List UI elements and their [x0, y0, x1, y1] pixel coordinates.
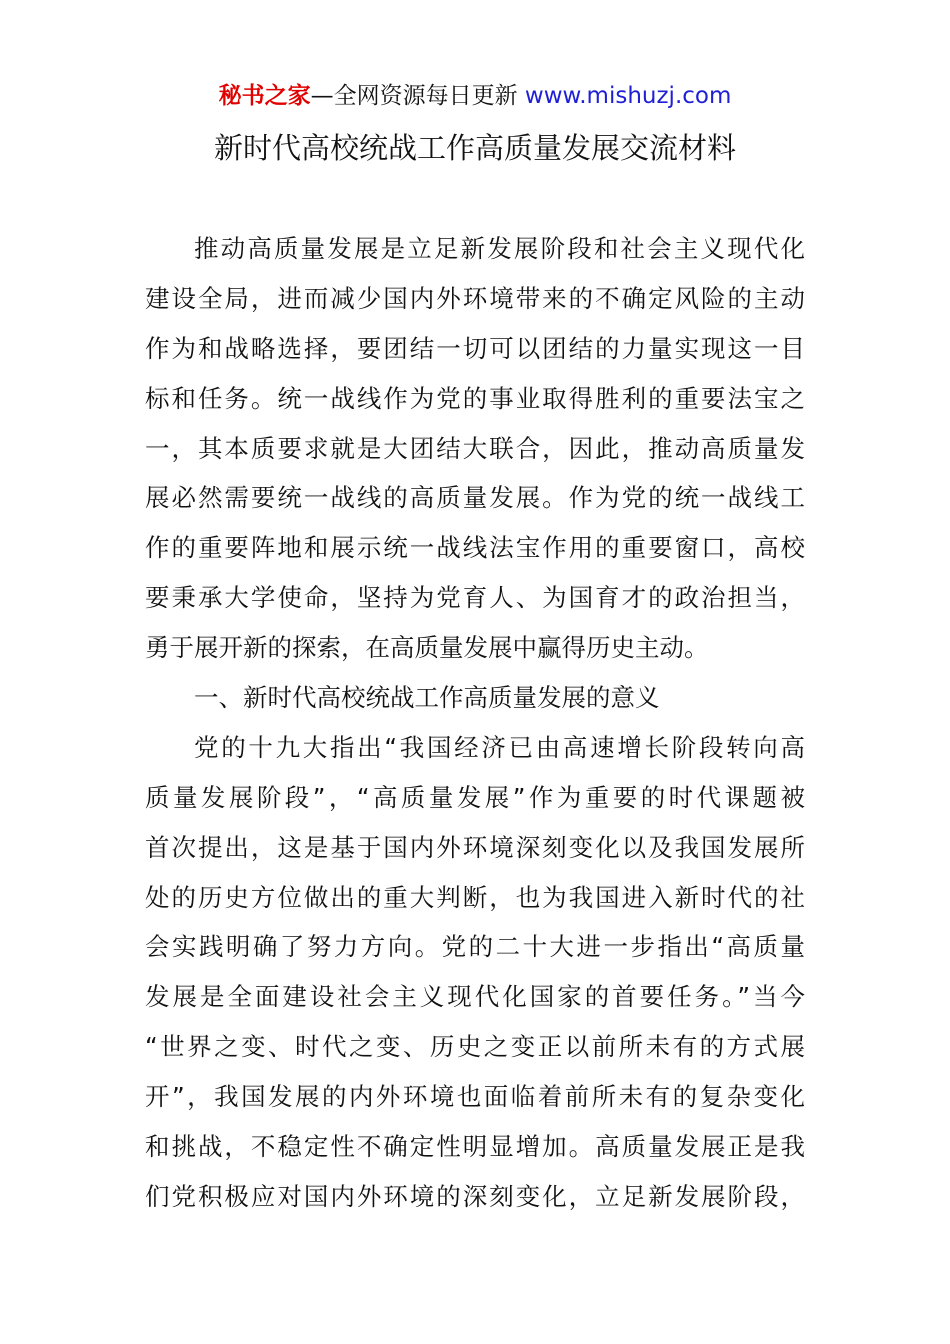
paragraph-line: 会实践明确了努力方向。党的二十大进一步指出“高质量 — [145, 932, 805, 962]
paragraph-line: 推动高质量发展是立足新发展阶段和社会主义现代化 — [194, 234, 805, 263]
paragraph-line: “世界之变、时代之变、历史之变正以前所未有的方式展 — [145, 1032, 805, 1062]
section-heading: 一、新时代高校统战工作高质量发展的意义 — [194, 683, 660, 713]
document-body — [145, 224, 805, 1222]
paragraph-line: 发展是全面建设社会主义现代化国家的首要任务。”当今 — [145, 982, 805, 1012]
paragraph-line: 一，其本质要求就是大团结大联合，因此，推动高质量发 — [145, 433, 805, 463]
paragraph-line: 勇于展开新的探索，在高质量发展中赢得历史主动。 — [145, 633, 709, 663]
site-header — [0, 80, 950, 112]
brand-name: 秘书之家 — [218, 83, 311, 109]
paragraph-line: 作为和战略选择，要团结一切可以团结的力量实现这一目 — [145, 333, 805, 363]
paragraph-line: 作的重要阵地和展示统一战线法宝作用的重要窗口，高校 — [145, 533, 805, 563]
paragraph-line: 处的历史方位做出的重大判断，也为我国进入新时代的社 — [145, 882, 805, 912]
paragraph-line: 党的十九大指出“我国经济已由高速增长阶段转向高 — [194, 732, 805, 762]
paragraph-line: 们党积极应对国内外环境的深刻变化，立足新发展阶段， — [145, 1181, 805, 1211]
paragraph-line: 和挑战，不稳定性不确定性明显增加。高质量发展正是我 — [145, 1132, 805, 1162]
document-title: 新时代高校统战工作高质量发展交流材料 — [213, 131, 736, 165]
paragraph-line: 要秉承大学使命，坚持为党育人、为国育才的政治担当， — [145, 583, 805, 613]
paragraph-line: 标和任务。统一战线作为党的事业取得胜利的重要法宝之 — [145, 383, 805, 413]
paragraph-line: 质量发展阶段”，“高质量发展”作为重要的时代课题被 — [145, 782, 805, 812]
site-url-link[interactable]: www.mishuzj.com — [524, 83, 732, 109]
paragraph-line: 开”，我国发展的内外环境也面临着前所未有的复杂变化 — [145, 1082, 805, 1112]
paragraph-line: 建设全局，进而减少国内外环境带来的不确定风险的主动 — [145, 283, 805, 313]
paragraph-line: 展必然需要统一战线的高质量发展。作为党的统一战线工 — [145, 483, 805, 513]
paragraph-line: 首次提出，这是基于国内外环境深刻变化以及我国发展所 — [145, 832, 805, 862]
header-tagline: —全网资源每日更新 — [310, 83, 518, 109]
